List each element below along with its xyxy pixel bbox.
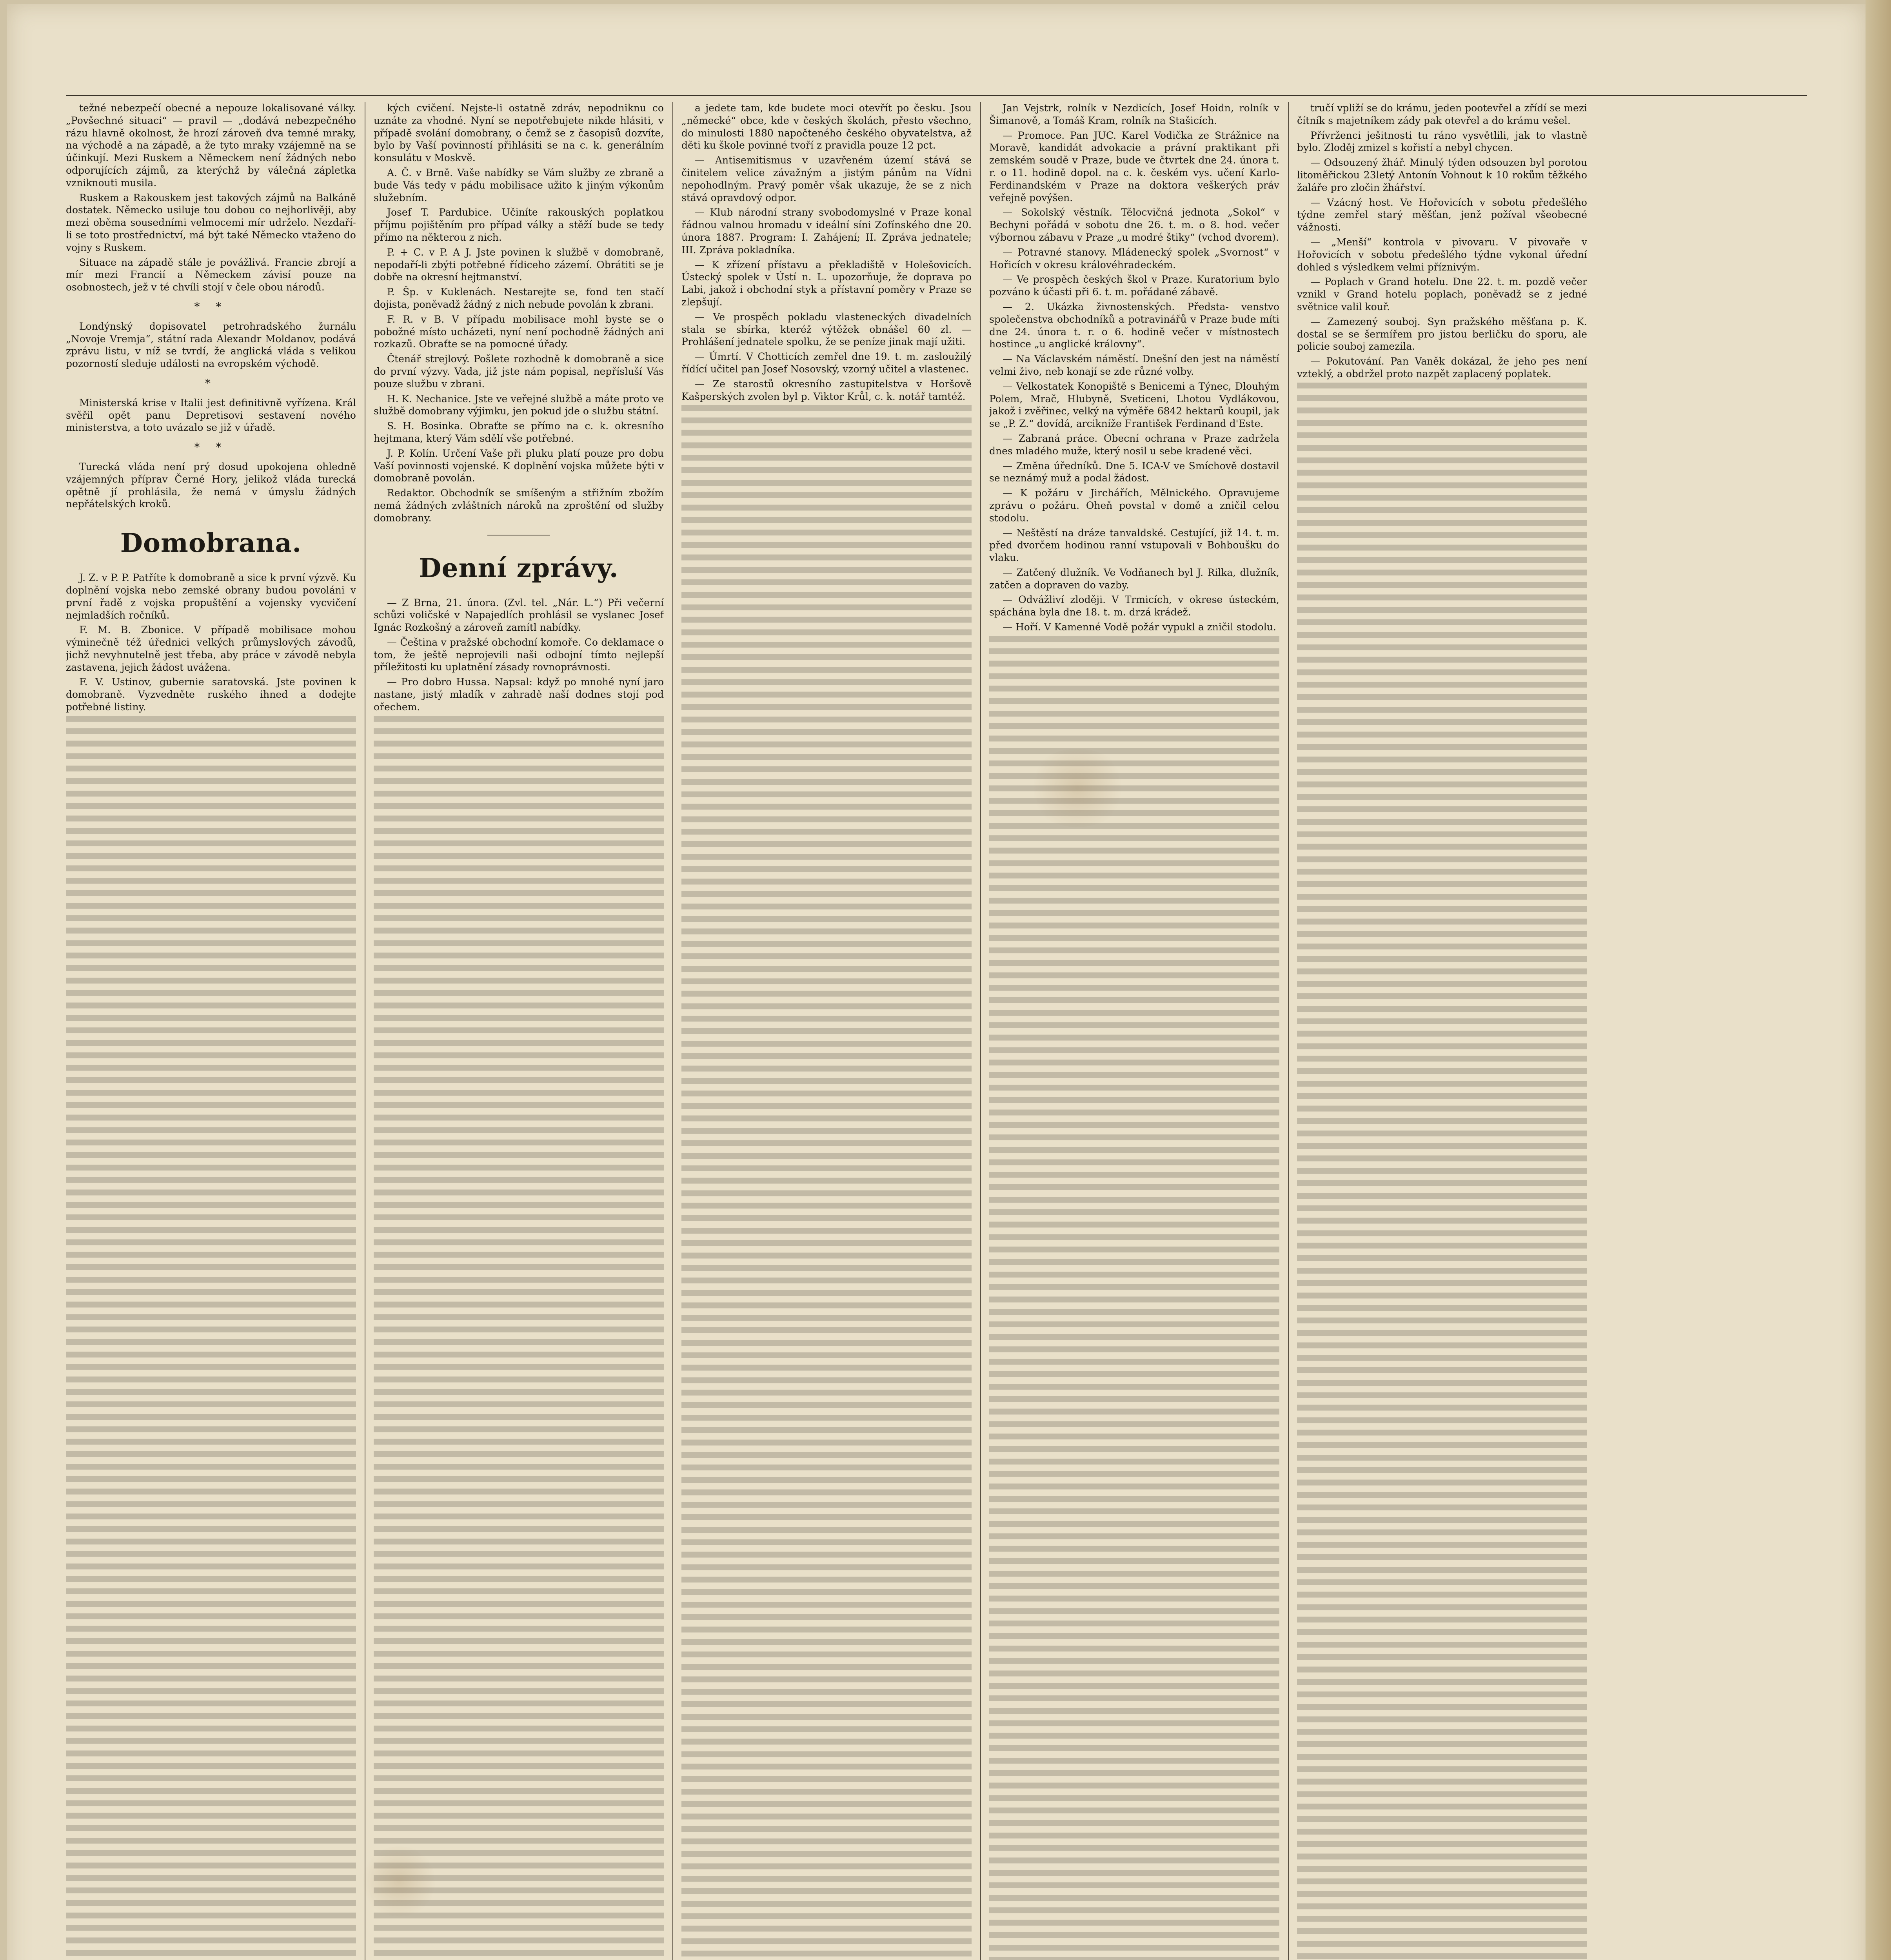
paragraph: — Odvážliví zloději. V Trmicích, v okrese ústeckém, spáchána byla dne 18. t. m. drzá krádež. <box>989 594 1279 618</box>
text-body-continued <box>989 636 1279 1960</box>
paragraph: — Úmrtí. V Chotticích zemřel dne 19. t. m. zasloužilý řídící učitel pan Josef Nosovský, vzorný učitel a vlastenec. <box>681 351 972 375</box>
column-divider <box>980 102 981 1960</box>
paragraph: F. R. v B. V případu mobilisace mohl byste se o pobožné místo ucházeti, nyní není pochodně žádných ani rozkazů. Obraťte se na pomocné úřady. <box>374 313 664 350</box>
paragraph: — Promoce. Pan JUC. Karel Vodička ze Strážnice na Moravě, kandidát advokacie a právní praktikant při zemském soudě v Praze, bude ve čtvrtek dne 24. února t. r. o 11. hodině dopol. na c. k. českém vys. učení Karlo-Ferdinandském v Praze na doktora veškerých práv veřejně povýšen. <box>989 129 1279 203</box>
text-body-continued <box>1297 383 1587 1960</box>
column-1 <box>66 102 356 1960</box>
paragraph: H. K. Nechanice. Jste ve veřejné službě a máte proto ve službě domobrany výjimku, jen pokud jde o službu státní. <box>374 393 664 417</box>
paragraph: — Zabraná práce. Obecní ochrana v Praze zadržela dnes mladého muže, který nosil u sebe kradené věci. <box>989 432 1279 457</box>
column-divider <box>1288 102 1289 1960</box>
paragraph: S. H. Bosinka. Obraťte se přímo na c. k. okresního hejtmana, který Vám sdělí vše potřebné. <box>374 420 664 444</box>
paragraph: — Ve prospěch českých škol v Praze. Kuratorium bylo pozváno k účasti při 6. t. m. pořádané zábavě. <box>989 274 1279 298</box>
paragraph: — Neštěstí na dráze tanvaldské. Cestující, již 14. t. m. před dvorčem hodinou ranní vstupovali v Bohboušku do vlaku. <box>989 527 1279 564</box>
paragraph: Ministerská krise v Italii jest definitivně vyřízena. Král svěřil opět panu Depretisovi sestavení nového ministerstva, a toto uvázalo se již v úřadě. <box>66 397 356 434</box>
page-edge <box>1866 0 1891 1960</box>
section-separator: * <box>205 376 217 390</box>
paragraph: P. Šp. v Kuklenách. Nestarejte se, fond ten stačí dojista, poněvadž žádný z nich nebude povolán k zbrani. <box>374 286 664 310</box>
paragraph: — Změna úředníků. Dne 5. ICA-V ve Smíchově dostavil se neznámý muž a podal žádost. <box>989 460 1279 484</box>
paragraph: Čtenář strejlový. Pošlete rozhodně k domobraně a sice do první výzvy. Vada, již jste nám popisal, nepřísluší Vás pouze službu v zbrani. <box>374 353 664 390</box>
paragraph: Redaktor. Obchodník se smíšeným a střižním zbožím nemá žádných zvláštních nároků na zproštění od služby domobrany. <box>374 487 664 524</box>
paragraph: — Poplach v Grand hotelu. Dne 22. t. m. pozdě večer vznikl v Grand hotelu poplach, poněvadž se z jedné světnice valil kouř. <box>1297 276 1587 312</box>
column-divider <box>672 102 673 1960</box>
section-heading: Denní zprávy. <box>419 552 619 583</box>
paragraph: Ruskem a Rakouskem jest takových zájmů na Balkáně dostatek. Německo usiluje tou dobou co nejhorlivěji, aby mezi oběma sousedními velmocemi mír udrželo. Nezdaří-li se toto prostřednictví, má být také Německo vtaženo do vojny s Ruskem. <box>66 192 356 253</box>
paragraph: J. Z. v P. P. Patříte k domobraně a sice k první výzvě. Ku doplnění vojska nebo zemské obrany budou povoláni v první řadě z vojska propuštění a vojensky vycvičení nejmladších ročníků. <box>66 572 356 621</box>
paragraph: — Pro dobro Hussa. Napsal: když po mnohé nyní jaro nastane, jistý mladík v zahradě naší dodnes stojí pod ořechem. <box>374 676 664 713</box>
paragraph: — Velkostatek Konopiště s Benicemi a Týnec, Dlouhým Polem, Mrač, Hlubyně, Sveticeni, Lhotou Vydlákovou, jakož i zvěřinec, velký na výměře 6842 hektarů koupil, jak se „P. Z.“ dovídá, arcikníže František Ferdinand d'Este. <box>989 380 1279 430</box>
paragraph: — Čeština v pražské obchodní komoře. Co deklamace o tom, že ještě neprojevili naši odbojní tímto nejlepší příležitosti ku uplatnění zásady rovnoprávnosti. <box>374 636 664 673</box>
column-4 <box>989 102 1279 1960</box>
paragraph: — Hoří. V Kamenné Vodě požár vypukl a zničil stodolu. <box>1003 621 1276 633</box>
text-body-continued <box>681 405 972 1960</box>
section-separator: * * <box>194 300 228 313</box>
column-5 <box>1297 102 1587 1960</box>
column-2 <box>374 102 664 1960</box>
paragraph: F. M. B. Zbonice. V případě mobilisace mohou výminečně též úřednici velkých průmyslových závodů, jichž nevyhnutelně jest třeba, aby práce v závodě nebyla zastavena, jejich žádost uvážena. <box>66 624 356 673</box>
paragraph: — Odsouzený žhář. Minulý týden odsouzen byl porotou litoměřickou 23letý Antonín Vohnout k 10 rokům těžkého žaláře pro zločin žhářství. <box>1297 157 1587 193</box>
section-heading: Domobrana. <box>120 528 302 559</box>
paragraph: tručí vpliží se do krámu, jeden pootevřel a zřídí se mezi čítník s majetníkem zády pak otevřel a do krámu vešel. <box>1297 102 1587 126</box>
paragraph: — Ze starostů okresního zastupitelstva v Horšově Kašperských zvolen byl p. Viktor Krůl, c. k. notář tamtéž. <box>681 378 972 402</box>
newspaper-page <box>7 4 1866 1960</box>
section-separator: * * <box>194 441 228 454</box>
paragraph: — K požáru v Jirchářích, Mělnického. Opravujeme zprávu o požáru. Oheň povstal v domě a zničil celou stodolu. <box>989 487 1279 524</box>
paragraph: — Antisemitismus v uzavřeném území stává se činitelem velice závažným a jistým pánům na Vídni nepohodlným. Pravý poměr však ukazuje, že se z nich stává opravdový odpor. <box>681 154 972 203</box>
paragraph: Jan Vejstrk, rolník v Nezdicích, Josef Hoidn, rolník v Šimanově, a Tomáš Kram, rolník na Stašicích. <box>989 102 1279 126</box>
paragraph: — Sokolský věstník. Tělocvičná jednota „Sokol“ v Bechyni pořádá v sobotu dne 26. t. m. o 8. hod. večer výbornou zábavu v Praze „u modré štiky“ (vchod dvorem). <box>989 207 1279 243</box>
paragraph: — Pokutování. Pan Vaněk dokázal, že jeho pes není vzteklý, a obdržel proto nazpět zaplacený poplatek. <box>1297 356 1587 379</box>
paper-stain <box>1026 749 1128 827</box>
paragraph: kých cvičení. Nejste-li ostatně zdráv, nepodniknu co uznáte za vhodné. Nyní se nepotřebujete nikde hlásiti, v případě svolání domobrany, o čemž se z časopisů dozvíte, bylo by Vaší povinností přihlásiti se na c. k. generálním konsulátu v Moskvě. <box>374 102 664 164</box>
top-rule <box>66 95 1807 96</box>
paragraph: — Ve prospěch pokladu vlasteneckých divadelních stala se sbírka, kteréž výtěžek obnášel 60 zl. — Prohlášení jednatele spolku, že se peníze jinak mají užiti. <box>681 311 972 348</box>
paragraph: — Z Brna, 21. února. (Zvl. tel. „Nár. L.“) Při večerní schůzi voličské v Napajedlích prohlásil se vyslanec Josef Ignác Rozkošný a zároveň zamítl nabídky. <box>374 597 664 633</box>
paragraph: — Zamezený souboj. Syn pražského měšťana p. K. dostal se se šermířem pro jistou berličku do sporu, ale policie souboj zamezila. <box>1297 316 1587 352</box>
paragraph: a jedete tam, kde budete moci otevřít po česku. Jsou „německé“ obce, kde v českých školách, přesto všechno, do minulosti 1880 napočteného českého obyvatelstva, až děti ku škole povinné tvoří z pravidla pouze 12 pct. <box>681 102 972 151</box>
paper-stain <box>360 1846 438 1917</box>
text-body-continued <box>374 716 664 1960</box>
paragraph: — Na Václavském náměstí. Dnešní den jest na náměstí velmi živo, neb konají se zde různé volby. <box>989 353 1279 377</box>
paragraph: — Klub národní strany svobodomyslné v Praze konal řádnou valnou hromadu v ideální síni Zofínského dne 20. února 1887. Program: I. Zahájení; II. Zpráva jednatele; III. Zpráva pokladníka. <box>681 207 972 256</box>
paragraph: Josef T. Pardubice. Učiníte rakouských poplatkou příjmu pojištěním pro případ války a stěží bude se tedy přímo na některou z nich. <box>374 207 664 243</box>
paragraph: Londýnský dopisovatel petrohradského žurnálu „Novoje Vremja“, státní rada Alexandr Moldanov, podává zprávu listu, v níž se tvrdí, že anglická vláda s velikou pozorností sleduje události na evropském východě. <box>66 320 356 370</box>
paragraph: — „Menší“ kontrola v pivovaru. V pivovaře v Hořovicích v sobotu předešlého týdne vykonal úřední dohled s výsledkem velmi příznivým. <box>1297 236 1587 273</box>
paragraph: — Vzácný host. Ve Hořovicích v sobotu předešlého týdne zemřel starý měšťan, jenž požíval všeobecné vážnosti. <box>1297 196 1587 233</box>
paragraph: Situace na západě stále je povážlivá. Francie zbrojí a mír mezi Francií a Německem závisí pouze na osobnostech, jež v té chvíli stojí v čele obou národů. <box>66 256 356 293</box>
paragraph: Turecká vláda není prý dosud upokojena ohledně vzájemných příprav Černé Hory, jelikož vláda turecká opětně jí prohlásila, že nemá v úmyslu žádných nepřátelských kroků. <box>66 461 356 510</box>
paragraph: — Potravné stanovy. Mládenecký spolek „Svornost“ v Hořicích v okresu královéhradeckém. <box>989 246 1279 270</box>
paragraph: J. P. Kolín. Určení Vaše při pluku platí pouze pro dobu Vaší povinnosti vojenské. K doplnění vojska můžete býti v domobraně povolán. <box>374 447 664 484</box>
column-3 <box>681 102 972 1960</box>
text-body-continued <box>66 716 356 1960</box>
paragraph: A. Č. v Brně. Vaše nabídky se Vám služby ze zbraně a bude Vás tedy v pádu mobilisace užito k jiným výkonům služebním. <box>374 167 664 203</box>
paragraph: Přívrženci ješitnosti tu ráno vysvětlili, jak to vlastně bylo. Zloděj zmizel s kořistí a nebyl chycen. <box>1297 129 1587 154</box>
paragraph: — 2. Ukázka živnostenských. Předsta- venstvo společenstva obchodníků a potravinářů v Praze bude míti dne 24. února t. r. o 6. hodině večer v místnostech hostince „u anglické královny“. <box>989 301 1279 350</box>
paragraph: težné nebezpečí obecné a nepouze lokalisované války. „Povšechné situaci“ — pravil — „dodává nebezpečného rázu hlavně okolnost, že hrozí zároveň dva temné mraky, na východě a na západě, a že tyto mraky vzájemně na se účinkují. Mezi Ruskem a Německem není žádných nebo odporujících zájmů, za kterýchž by válečná zápletka vzniknouti musila. <box>66 102 356 189</box>
paragraph: F. V. Ustinov, gubernie saratovská. Jste povinen k domobraně. Vyzvedněte ruského ihned a dodejte potřebné listiny. <box>66 676 356 713</box>
paragraph: P. + C. v P. A J. Jste povinen k službě v domobraně, nepodaří-li zbýti potřebné řídiceho zázemí. Obrátiti se je dobře na okresní hejtmanství. <box>374 246 664 283</box>
paragraph: — Zatčený dlužník. Ve Vodňanech byl J. Rilka, dlužník, zatčen a dopraven do vazby. <box>989 566 1279 591</box>
paragraph: — K zřízení přístavu a překladiště v Holešovicích. Ústecký spolek v Ústí n. L. upozorňuje, že doprava po Labi, jakož i obchodní styk a přístavní poměry v Praze se zlepšují. <box>681 259 972 308</box>
